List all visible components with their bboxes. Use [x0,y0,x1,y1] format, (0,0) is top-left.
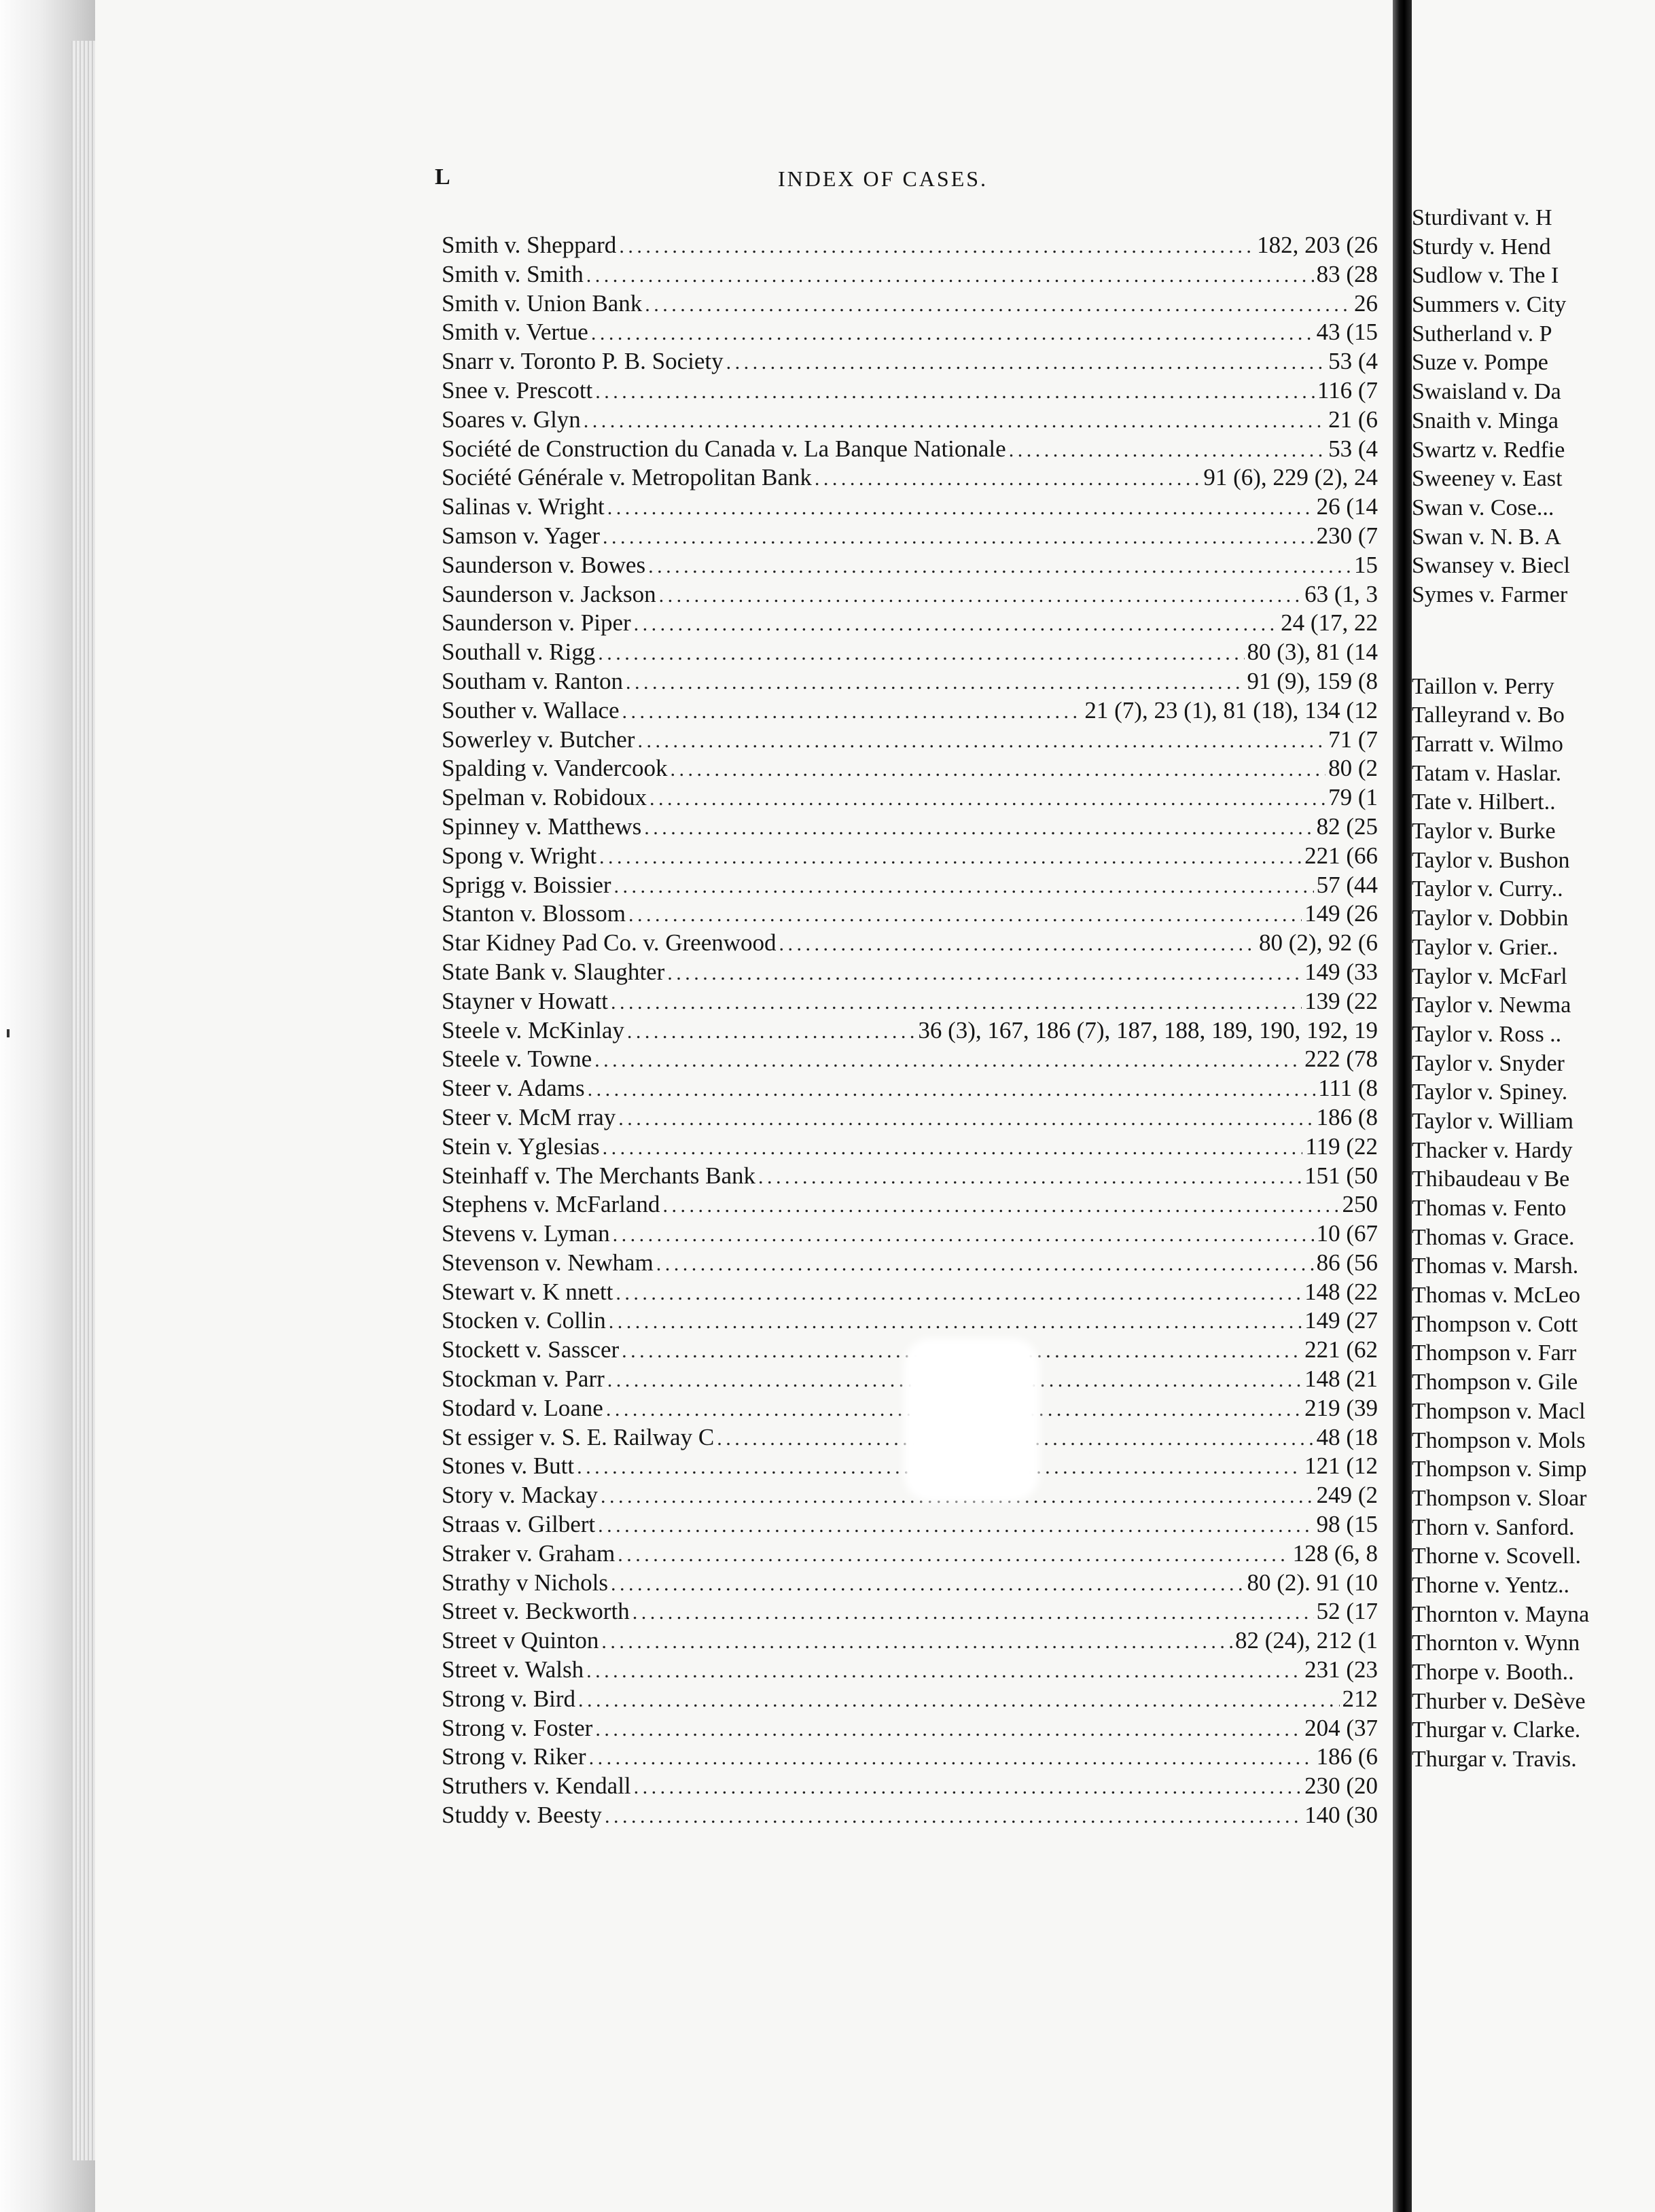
index-entry-partial: Sturdy v. Hend [1412,234,1551,260]
index-entry [442,1219,1378,1249]
index-entry [442,260,1378,289]
index-entry [442,1743,1378,1772]
page-references: 53 (4 [1325,435,1378,464]
index-entry [442,726,1378,755]
case-name: Smith v. Union Bank [442,289,645,319]
case-name: Stockett v. Sasscer [442,1336,622,1365]
case-name: Spong v. Wright [442,842,599,871]
index-entry-partial: Thomas v. Fento [1412,1196,1567,1221]
index-entry [442,376,1378,406]
case-name: Smith v. Sheppard [442,231,619,260]
index-entry-partial: Taylor v. Snyder [1412,1050,1565,1076]
index-entry-partial: Thorne v. Yentz.. [1412,1572,1569,1598]
index-entry [442,1539,1378,1569]
index-entry-partial: Thompson v. Simp [1412,1457,1587,1482]
index-entry-partial: Thompson v. Sloar [1412,1485,1587,1511]
index-entry-partial: Sutherland v. P [1412,321,1552,346]
index-entry [442,1016,1378,1046]
case-name: Stodard v. Loane [442,1394,606,1423]
dot-leader [601,1628,1232,1656]
case-name: Strong v. Riker [442,1743,589,1772]
page-references: 21 (7), 23 (1), 81 (18), 134 (12 [1082,696,1378,726]
index-entry [442,1306,1378,1336]
page-references: 119 (22 [1302,1132,1378,1162]
page-references: 148 (21 [1302,1365,1378,1394]
index-entry [442,347,1378,376]
index-entry [442,1132,1378,1162]
page-references: 21 (6 [1325,406,1378,435]
case-name: Steele v. Towne [442,1045,594,1074]
page-references: 231 (23 [1302,1656,1378,1685]
page-references: 221 (62 [1302,1336,1378,1365]
dot-leader [616,1279,1302,1307]
dot-leader [622,698,1082,726]
page-references: 36 (3), 167, 186 (7), 187, 188, 189, 190, 192, 19 [915,1016,1378,1046]
case-name: Star Kidney Pad Co. v. Greenwood [442,929,779,958]
dot-leader [726,349,1325,376]
case-name: Snee v. Prescott [442,376,595,406]
index-entry-partial: Taylor v. Ross .. [1412,1021,1562,1047]
page-number: L [435,164,451,190]
page-references: 43 (15 [1314,318,1378,347]
index-entry [442,696,1378,726]
dot-leader [662,1192,1339,1219]
page-references: 121 (12 [1302,1452,1378,1481]
case-name: Studdy v. Beesty [442,1801,605,1830]
index-entry-partial: Swan v. Cose... [1412,495,1554,520]
page-references: 111 (8 [1315,1074,1378,1103]
index-entry [442,1190,1378,1219]
dot-leader [779,930,1257,958]
index-entry-partial: Swaisland v. Da [1412,379,1561,405]
index-entry-partial: Thorn v. Sanford. [1412,1514,1575,1540]
index-entry-partial: Sudlow v. The I [1412,263,1559,289]
case-name: Stevens v. Lyman [442,1219,613,1249]
page-references: 212 [1340,1685,1378,1714]
index-entry [442,899,1378,929]
case-name: Société de Construction du Canada v. La Banque Nationale [442,435,1009,464]
page-references: 249 (2 [1314,1481,1378,1510]
index-entry-partial: Thibaudeau v Be [1412,1166,1570,1192]
dot-leader [586,1657,1302,1685]
case-name: Straas v. Gilbert [442,1510,598,1539]
dot-leader [584,407,1325,435]
dot-leader [656,1250,1314,1278]
case-name: St essiger v. S. E. Railway C [442,1423,717,1452]
case-name: Salinas v. Wright [442,493,607,522]
page-references: 53 (4 [1325,347,1378,376]
case-name: Stones v. Butt [442,1452,577,1481]
index-entry-partial: Taylor v. William [1412,1108,1573,1134]
dot-leader [586,262,1314,289]
dot-leader [603,523,1314,551]
page-references: 230 (7 [1314,522,1378,551]
index-entry [442,1597,1378,1626]
index-entry-partial: Thomas v. Grace. [1412,1224,1575,1250]
page-references: 116 (7 [1315,376,1378,406]
case-name: Steele v. McKinlay [442,1016,627,1046]
page-references: 79 (1 [1325,783,1378,813]
dot-leader [588,1075,1316,1103]
case-name: Saunderson v. Bowes [442,551,648,580]
case-name: Souther v. Wallace [442,696,622,726]
case-name: Saunderson v. Jackson [442,580,659,609]
index-entry [442,1772,1378,1801]
page-references: 98 (15 [1314,1510,1378,1539]
page-stack-edge [71,41,99,2160]
dot-leader [595,378,1315,406]
index-entry [442,667,1378,696]
index-entry-partial: Tatam v. Haslar. [1412,760,1562,786]
section-gap [1412,610,1655,673]
index-entry-partial: Swansey v. Biecl [1412,553,1570,579]
dot-leader [589,1744,1314,1772]
index-entry-partial: Thurgar v. Clarke. [1412,1717,1581,1743]
dot-leader [614,872,1314,900]
index-entry-partial: Taylor v. Grier.. [1412,934,1559,960]
page-references: 48 (18 [1314,1423,1378,1452]
dot-leader [1009,436,1325,464]
dot-leader [578,1686,1339,1714]
index-entry-partial: Taylor v. Burke [1412,819,1556,844]
index-entry-partial: Taylor v. Curry.. [1412,876,1563,902]
page-references: 91 (6), 229 (2), 24 [1200,463,1378,493]
page-references: 182, 203 (26 [1254,231,1378,260]
index-entry [442,1103,1378,1132]
case-name: Sowerley v. Butcher [442,726,637,755]
index-entry-partial: Thurgar v. Travis. [1412,1747,1577,1772]
index-entry [442,1569,1378,1598]
case-name: Saunderson v. Piper [442,609,634,638]
index-entry-partial: Sturdivant v. H [1412,205,1552,230]
page-references: 151 (50 [1302,1162,1378,1191]
index-entry [442,783,1378,813]
case-name: Steer v. McM rray [442,1103,618,1132]
case-name: Story v. Mackay [442,1481,601,1510]
case-name: Stevenson v. Newham [442,1249,656,1278]
page-references: 149 (27 [1302,1306,1378,1336]
index-entry-partial: Thompson v. Mols [1412,1427,1586,1453]
case-name: Stockman v. Parr [442,1365,607,1394]
index-entry-partial: Thompson v. Macl [1412,1398,1586,1424]
index-entry-partial: Thompson v. Cott [1412,1311,1578,1337]
page-references: 250 [1340,1190,1378,1219]
case-name: Street v. Beckworth [442,1597,633,1626]
index-entry-partial: Taylor v. Newma [1412,993,1571,1018]
page-references: 204 (37 [1302,1714,1378,1743]
margin-speck [7,1029,10,1037]
page-references: 80 (2 [1325,754,1378,783]
page-references: 82 (24), 212 (1 [1232,1626,1378,1656]
case-name: Spinney v. Matthews [442,813,644,842]
dot-leader [644,814,1313,842]
index-entry [442,638,1378,667]
page-references: 149 (26 [1302,899,1378,929]
index-entry [442,1626,1378,1656]
case-name: Smith v. Vertue [442,318,591,347]
page-references: 26 [1351,289,1378,319]
page-references: 80 (2), 92 (6 [1256,929,1378,958]
dot-leader [637,727,1325,755]
index-entry-partial: Taylor v. Spiney. [1412,1080,1568,1105]
index-entry [442,1249,1378,1278]
case-name: Street v. Walsh [442,1656,586,1685]
index-entries-left [442,231,1378,1830]
dot-leader [603,1134,1303,1162]
case-name: State Bank v. Slaughter [442,958,667,987]
dot-leader [670,755,1325,783]
case-name: Strathy v Nichols [442,1569,611,1598]
case-name: Sprigg v. Boissier [442,871,614,900]
dot-leader [645,291,1351,319]
dot-leader [591,319,1314,347]
page-references: 221 (66 [1302,842,1378,871]
case-name: Smith v. Smith [442,260,586,289]
page-references: 230 (20 [1302,1772,1378,1801]
index-entry [442,813,1378,842]
dot-leader [594,1046,1302,1074]
dot-leader [633,1599,1314,1626]
index-entry [442,493,1378,522]
case-name: Straker v. Graham [442,1539,618,1569]
page-references: 140 (30 [1302,1801,1378,1830]
index-entry [442,871,1378,900]
case-name: Snarr v. Toronto P. B. Society [442,347,726,376]
dot-leader [605,1802,1302,1830]
page-references: 222 (78 [1302,1045,1378,1074]
index-entry-partial: Swan v. N. B. A [1412,524,1561,550]
dot-leader [628,901,1302,929]
index-entry [442,987,1378,1016]
page-references: 83 (28 [1314,260,1378,289]
page-references: 139 (22 [1302,987,1378,1016]
dot-leader [634,610,1278,638]
case-name: Strong v. Bird [442,1685,578,1714]
index-entry-partial: Symes v. Farmer [1412,582,1568,607]
index-entry [442,754,1378,783]
index-entry [442,609,1378,638]
index-entry-partial: Taylor v. McFarl [1412,963,1567,989]
dot-leader [607,494,1314,522]
index-entry-partial: Taylor v. Dobbin [1412,906,1569,931]
index-entry [442,318,1378,347]
dot-leader [598,639,1244,667]
case-name: Stanton v. Blossom [442,899,628,929]
index-entry [442,1656,1378,1685]
dot-leader [648,552,1351,580]
paper-blemish [904,1338,1039,1501]
index-entry-partial: Suze v. Pompe [1412,350,1548,376]
page-references: 86 (56 [1314,1249,1378,1278]
book-gutter [1393,0,1412,2212]
page-references: 91 (9), 159 (8 [1245,667,1378,696]
page-references: 219 (39 [1302,1394,1378,1423]
index-entry [442,522,1378,551]
page-references: 15 [1351,551,1378,580]
index-entry-partial: Snaith v. Minga [1412,408,1559,433]
case-name: Steinhaff v. The Merchants Bank [442,1162,758,1191]
index-entry-partial: Thompson v. Gile [1412,1370,1578,1395]
case-name: Southall v. Rigg [442,638,598,667]
page-references: 57 (44 [1314,871,1378,900]
index-entry [442,1162,1378,1191]
dot-leader [618,1541,1289,1569]
case-name: Soares v. Glyn [442,406,584,435]
dot-leader [618,1105,1313,1132]
index-entry-partial: Summers v. City [1412,292,1567,318]
index-entry-partial: Thacker v. Hardy [1412,1137,1573,1163]
dot-leader [599,843,1302,871]
page-references: 148 (22 [1302,1278,1378,1307]
page-references: 24 (17, 22 [1278,609,1378,638]
index-entry-partial: Thorpe v. Booth.. [1412,1660,1574,1685]
running-head: INDEX OF CASES. [778,166,989,191]
case-name: Société Générale v. Metropolitan Bank [442,463,815,493]
page-references: 71 (7 [1325,726,1378,755]
index-entry [442,1801,1378,1830]
page-references: 80 (2). 91 (10 [1245,1569,1378,1598]
dot-leader [598,1512,1313,1539]
page-references: 10 (67 [1314,1219,1378,1249]
case-name: Struthers v. Kendall [442,1772,634,1801]
index-entry [442,1685,1378,1714]
dot-leader [649,785,1325,813]
dot-leader [611,988,1302,1016]
dot-leader [758,1163,1302,1191]
dot-leader [659,582,1302,609]
index-entry [442,1714,1378,1743]
case-name: Stewart v. K nnett [442,1278,616,1307]
index-entry [442,929,1378,958]
page-references: 63 (1, 3 [1302,580,1378,609]
index-entry-partial: Thomas v. McLeo [1412,1283,1581,1308]
page-references: 128 (6, 8 [1290,1539,1378,1569]
index-entry-partial: Taillon v. Perry [1412,673,1554,699]
index-entry-partial: Thurber v. DeSève [1412,1688,1586,1714]
index-entry [442,842,1378,871]
index-entry-partial: Tate v. Hilbert.. [1412,789,1556,815]
index-entry [442,1510,1378,1539]
index-entry [442,463,1378,493]
case-name: Stayner v Howatt [442,987,611,1016]
index-entry [442,1278,1378,1307]
case-name: Strong v. Foster [442,1714,595,1743]
page-references: 82 (25 [1314,813,1378,842]
index-entry [442,1045,1378,1074]
index-entry-partial: Tarratt v. Wilmo [1412,732,1563,757]
index-entry [442,435,1378,464]
page-references: 80 (3), 81 (14 [1245,638,1378,667]
dot-leader [626,668,1245,696]
index-entry-partial: Talleyrand v. Bo [1412,702,1565,728]
index-entry [442,406,1378,435]
case-name: Street v Quinton [442,1626,601,1656]
case-name: Steer v. Adams [442,1074,588,1103]
index-entry-partial: Sweeney v. East [1412,466,1563,492]
dot-leader [627,1018,915,1046]
page-references: 186 (8 [1314,1103,1378,1132]
index-entry-partial: Swartz v. Redfie [1412,437,1565,463]
case-name: Samson v. Yager [442,522,603,551]
index-entry-partial: Thornton v. Mayna [1412,1601,1590,1627]
case-name: Southam v. Ranton [442,667,626,696]
index-entry [442,289,1378,319]
index-entry [442,1074,1378,1103]
case-name: Stocken v. Collin [442,1306,609,1336]
index-entry [442,580,1378,609]
index-entry [442,231,1378,260]
index-entry [442,551,1378,580]
dot-leader [667,959,1302,987]
case-name: Spelman v. Robidoux [442,783,649,813]
dot-leader [613,1221,1314,1249]
index-entry-partial: Thompson v. Farr [1412,1340,1577,1366]
index-entry-partial: Thorne v. Scovell. [1412,1544,1581,1569]
index-entry [442,958,1378,987]
dot-leader [609,1308,1302,1336]
page-references: 149 (33 [1302,958,1378,987]
dot-leader [815,465,1200,493]
dot-leader [634,1773,1302,1801]
dot-leader [595,1715,1302,1743]
page-references: 26 (14 [1314,493,1378,522]
index-entry-partial: Thornton v. Wynn [1412,1630,1580,1656]
dot-leader [611,1570,1245,1598]
page-references: 186 (6 [1314,1743,1378,1772]
case-name: Stein v. Yglesias [442,1132,603,1162]
case-name: Spalding v. Vandercook [442,754,670,783]
index-entry-partial: Thomas v. Marsh. [1412,1253,1579,1279]
dot-leader [619,232,1254,260]
case-name: Stephens v. McFarland [442,1190,662,1219]
index-entries-right [1412,204,1655,1774]
page-references: 52 (17 [1314,1597,1378,1626]
index-entry-partial: Taylor v. Bushon [1412,847,1570,873]
